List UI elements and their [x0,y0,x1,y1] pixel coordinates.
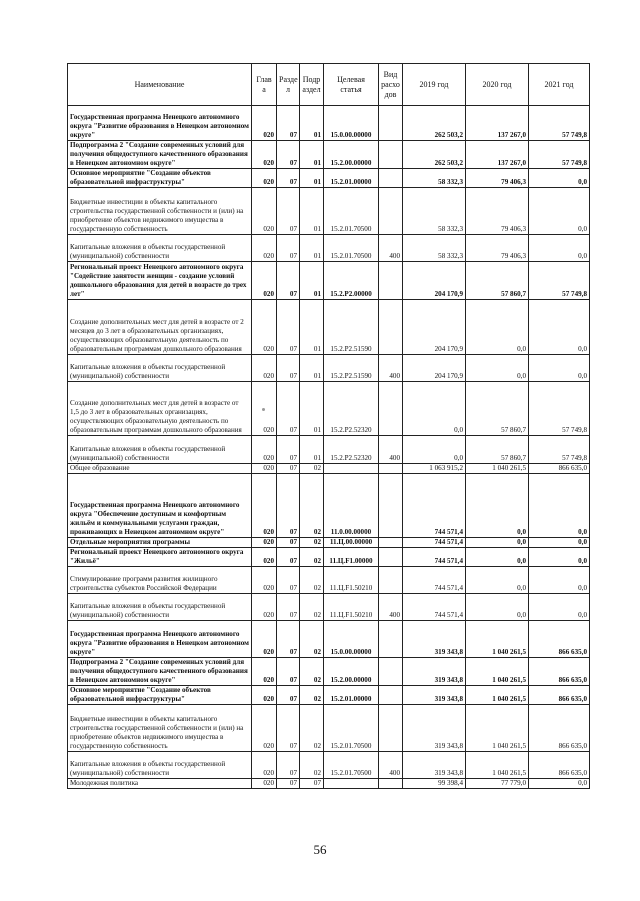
table-row [68,355,590,382]
cell-2021: 866 635,0 [529,621,590,658]
cell-2020: 79 406,3 [466,188,529,235]
cell-2020: 57 860,7 [466,262,529,300]
cell-razdel: 07 [277,436,300,464]
cell-statya: 15.2.01.70500 [324,752,379,779]
cell-name: Государственная программа Ненецкого автономного округа "Обеспечение доступным и комфортным жильём и коммунальными услугами граждан, проживающих в Ненецком автономном округе" [68,474,252,538]
cell-podrazdel: 01 [300,355,324,382]
cell-razdel: 07 [277,705,300,752]
header-podrazdel: Подр аздел [300,64,324,106]
cell-statya: 15.2.00.00000 [324,141,379,169]
cell-2020: 1 040 261,5 [466,752,529,779]
cell-2021: 866 635,0 [529,658,590,686]
table-row [68,300,590,355]
cell-2019: 99 398,4 [403,779,466,789]
cell-2020: 1 040 261,5 [466,464,529,474]
cell-2019: 58 332,3 [403,169,466,188]
cell-2019: 744 571,4 [403,538,466,548]
table-row [68,567,590,594]
cell-2021: 866 635,0 [529,464,590,474]
cell-razdel: 07 [277,262,300,300]
cell-name: Основное мероприятие "Создание объектов образовательной инфраструктуры" [68,686,252,705]
cell-podrazdel: 02 [300,464,324,474]
cell-2019: 58 332,3 [403,235,466,262]
cell-name: Бюджетные инвестиции в объекты капитального строительства государственной собственности и (или) на приобретение объектов недвижимого имущества в государственную собственность [68,705,252,752]
cell-2019: 319 343,8 [403,658,466,686]
cell-statya: 15.2.P2.51590 [324,355,379,382]
scan-speck [262,408,265,411]
cell-2020: 1 040 261,5 [466,705,529,752]
cell-razdel: 07 [277,567,300,594]
cell-podrazdel: 01 [300,169,324,188]
cell-glava: 020 [252,262,277,300]
cell-razdel: 07 [277,169,300,188]
cell-vid [379,464,403,474]
cell-podrazdel: 02 [300,567,324,594]
cell-name: Капитальные вложения в объекты государственной (муниципальной) собственности [68,594,252,621]
cell-podrazdel: 01 [300,106,324,141]
cell-statya: 15.2.P2.52320 [324,436,379,464]
cell-glava: 020 [252,141,277,169]
cell-name: Стимулирование программ развития жилищного строительства субъектов Российской Федерации [68,567,252,594]
header-razdel: Разде л [277,64,300,106]
cell-glava: 020 [252,382,277,436]
cell-statya: 15.0.00.00000 [324,106,379,141]
cell-2019: 204 170,9 [403,300,466,355]
cell-2021: 0,0 [529,779,590,789]
cell-glava: 020 [252,169,277,188]
cell-name: Подпрограмма 2 "Создание современных условий для получения общедоступного качественного образования в Ненецком автономном округе" [68,658,252,686]
cell-razdel: 07 [277,382,300,436]
cell-glava: 020 [252,548,277,567]
cell-name: Отдельные мероприятия программы [68,538,252,548]
cell-statya: 15.2.01.00000 [324,169,379,188]
header-2019: 2019 год [403,64,466,106]
cell-glava: 020 [252,621,277,658]
cell-statya: 11.Ц.F1.00000 [324,548,379,567]
cell-glava: 020 [252,567,277,594]
cell-2021: 0,0 [529,548,590,567]
table-row [68,141,590,169]
cell-2021: 0,0 [529,474,590,538]
cell-podrazdel: 02 [300,594,324,621]
cell-statya: 15.2.P2.51590 [324,300,379,355]
cell-2019: 204 170,9 [403,262,466,300]
cell-razdel: 07 [277,538,300,548]
cell-vid: 400 [379,594,403,621]
cell-name: Капитальные вложения в объекты государственной (муниципальной) собственности [68,752,252,779]
table-row [68,382,590,436]
cell-statya: 15.0.00.00000 [324,621,379,658]
cell-statya [324,779,379,789]
header-statya: Целевая статья [324,64,379,106]
cell-razdel: 07 [277,752,300,779]
cell-2021: 866 635,0 [529,686,590,705]
cell-name: Создание дополнительных мест для детей в возрасте от 1,5 до 3 лет в образовательных организациях, осуществляющих образовательную деятельность по образовательным программам дошкольного образования [68,382,252,436]
cell-2021: 57 749,8 [529,262,590,300]
table-row [68,474,590,538]
cell-2021: 57 749,8 [529,436,590,464]
cell-vid: 400 [379,235,403,262]
cell-statya: 15.2.01.00000 [324,686,379,705]
cell-name: Капитальные вложения в объекты государственной (муниципальной) собственности [68,355,252,382]
cell-razdel: 07 [277,594,300,621]
cell-glava: 020 [252,538,277,548]
cell-name: Создание дополнительных мест для детей в возрасте от 2 месяцев до 3 лет в образовательных организациях, осуществляющих образовательную деятельность по образовательным программам дошкольного образования [68,300,252,355]
table-row [68,548,590,567]
cell-vid [379,567,403,594]
cell-podrazdel: 02 [300,686,324,705]
cell-vid [379,300,403,355]
cell-vid [379,538,403,548]
cell-glava: 020 [252,188,277,235]
cell-glava: 020 [252,464,277,474]
header-glava: Глав а [252,64,277,106]
cell-2019: 744 571,4 [403,567,466,594]
cell-name: Капитальные вложения в объекты государственной (муниципальной) собственности [68,235,252,262]
cell-name: Подпрограмма 2 "Создание современных условий для получения общедоступного качественного образования в Ненецком автономном округе" [68,141,252,169]
cell-2020: 0,0 [466,474,529,538]
cell-podrazdel: 02 [300,474,324,538]
cell-2021: 0,0 [529,169,590,188]
cell-statya: 15.2.P2.00000 [324,262,379,300]
cell-2020: 77 779,0 [466,779,529,789]
cell-name: Основное мероприятие "Создание объектов образовательной инфраструктуры" [68,169,252,188]
cell-2020: 137 267,0 [466,106,529,141]
table-row [68,169,590,188]
cell-2020: 0,0 [466,567,529,594]
cell-statya: 11.0.00.00000 [324,474,379,538]
cell-statya: 15.2.P2.52320 [324,382,379,436]
cell-statya: 15.2.01.70500 [324,705,379,752]
cell-2020: 0,0 [466,538,529,548]
cell-2021: 0,0 [529,300,590,355]
cell-vid [379,548,403,567]
cell-vid [379,169,403,188]
header-row [68,64,590,106]
cell-statya: 11.Ц.F1.50210 [324,594,379,621]
cell-2019: 319 343,8 [403,705,466,752]
cell-2019: 319 343,8 [403,752,466,779]
cell-statya: 15.2.01.70500 [324,188,379,235]
cell-vid [379,141,403,169]
cell-2021: 866 635,0 [529,705,590,752]
cell-podrazdel: 02 [300,548,324,567]
cell-vid [379,188,403,235]
cell-razdel: 07 [277,548,300,567]
cell-glava: 020 [252,436,277,464]
cell-podrazdel: 01 [300,436,324,464]
cell-2019: 58 332,3 [403,188,466,235]
table-row [68,235,590,262]
table-row [68,538,590,548]
cell-2020: 1 040 261,5 [466,621,529,658]
cell-glava: 020 [252,300,277,355]
cell-razdel: 07 [277,300,300,355]
table-row [68,658,590,686]
cell-statya [324,464,379,474]
cell-podrazdel: 02 [300,658,324,686]
cell-2020: 1 040 261,5 [466,686,529,705]
cell-podrazdel: 01 [300,262,324,300]
cell-razdel: 07 [277,686,300,705]
page-number: 56 [313,842,327,857]
cell-statya: 11.Ц.F1.50210 [324,567,379,594]
cell-2019: 262 503,2 [403,141,466,169]
cell-vid [379,621,403,658]
cell-name: Капитальные вложения в объекты государственной (муниципальной) собственности [68,436,252,464]
cell-podrazdel: 01 [300,141,324,169]
header-2020: 2020 год [466,64,529,106]
table-row [68,436,590,464]
cell-vid [379,686,403,705]
cell-2021: 57 749,8 [529,106,590,141]
cell-2019: 0,0 [403,382,466,436]
cell-2021: 57 749,8 [529,141,590,169]
header-vid: Вид расхо дов [379,64,403,106]
cell-glava: 020 [252,474,277,538]
cell-2020: 0,0 [466,594,529,621]
table-row [68,594,590,621]
cell-statya: 15.2.00.00000 [324,658,379,686]
cell-podrazdel: 07 [300,779,324,789]
table-row [68,686,590,705]
cell-glava: 020 [252,779,277,789]
cell-razdel: 07 [277,621,300,658]
table-row [68,621,590,658]
cell-2019: 204 170,9 [403,355,466,382]
cell-glava: 020 [252,705,277,752]
cell-2019: 744 571,4 [403,548,466,567]
cell-podrazdel: 02 [300,752,324,779]
cell-glava: 020 [252,752,277,779]
cell-2020: 0,0 [466,355,529,382]
cell-2021: 0,0 [529,355,590,382]
header-name: Наименование [68,64,252,106]
cell-podrazdel: 02 [300,705,324,752]
cell-2020: 79 406,3 [466,169,529,188]
header-2021: 2021 год [529,64,590,106]
cell-vid [379,262,403,300]
cell-glava: 020 [252,235,277,262]
cell-podrazdel: 01 [300,382,324,436]
cell-podrazdel: 01 [300,235,324,262]
cell-name: Общее образование [68,464,252,474]
cell-razdel: 07 [277,106,300,141]
cell-vid [379,382,403,436]
cell-vid [379,779,403,789]
cell-2021: 0,0 [529,538,590,548]
cell-podrazdel: 01 [300,300,324,355]
cell-2021: 0,0 [529,188,590,235]
cell-name: Государственная программа Ненецкого автономного округа "Развитие образования в Ненецком автономном округе" [68,621,252,658]
cell-name: Региональный проект Ненецкого автономного округа "Жильё" [68,548,252,567]
cell-vid [379,658,403,686]
cell-2021: 0,0 [529,235,590,262]
table-row [68,106,590,141]
budget-table [67,63,590,789]
cell-2019: 744 571,4 [403,594,466,621]
cell-vid: 400 [379,752,403,779]
table-row [68,779,590,789]
cell-podrazdel: 02 [300,538,324,548]
cell-name: Бюджетные инвестиции в объекты капитального строительства государственной собственности и (или) на приобретение объектов недвижимого имущества в государственную собственность [68,188,252,235]
table-row [68,262,590,300]
cell-glava: 020 [252,355,277,382]
cell-2019: 319 343,8 [403,686,466,705]
cell-2020: 57 860,7 [466,436,529,464]
cell-2019: 262 503,2 [403,106,466,141]
cell-2020: 79 406,3 [466,235,529,262]
cell-2020: 57 860,7 [466,382,529,436]
cell-2020: 0,0 [466,548,529,567]
cell-2021: 866 635,0 [529,752,590,779]
cell-2019: 1 063 915,2 [403,464,466,474]
cell-vid [379,705,403,752]
cell-razdel: 07 [277,355,300,382]
cell-podrazdel: 02 [300,621,324,658]
cell-2021: 0,0 [529,594,590,621]
cell-razdel: 07 [277,779,300,789]
cell-glava: 020 [252,106,277,141]
cell-vid [379,106,403,141]
cell-vid: 400 [379,355,403,382]
cell-2021: 57 749,8 [529,382,590,436]
cell-glava: 020 [252,594,277,621]
cell-glava: 020 [252,686,277,705]
table-row [68,188,590,235]
cell-glava: 020 [252,658,277,686]
cell-razdel: 07 [277,188,300,235]
cell-razdel: 07 [277,235,300,262]
cell-statya: 11.Ц.00.00000 [324,538,379,548]
cell-podrazdel: 01 [300,188,324,235]
cell-2020: 137 267,0 [466,141,529,169]
cell-razdel: 07 [277,464,300,474]
table-row [68,752,590,779]
cell-razdel: 07 [277,658,300,686]
cell-2019: 319 343,8 [403,621,466,658]
table-row [68,705,590,752]
cell-2019: 744 571,4 [403,474,466,538]
cell-name: Региональный проект Ненецкого автономного округа "Содействие занятости женщин - создание условий дошкольного образования для детей в возрасте до трех лет" [68,262,252,300]
cell-2020: 0,0 [466,300,529,355]
cell-2020: 1 040 261,5 [466,658,529,686]
cell-2019: 0,0 [403,436,466,464]
cell-2021: 0,0 [529,567,590,594]
table-row [68,464,590,474]
cell-vid: 400 [379,436,403,464]
cell-razdel: 07 [277,474,300,538]
cell-statya: 15.2.01.70500 [324,235,379,262]
cell-name: Государственная программа Ненецкого автономного округа "Развитие образования в Ненецком автономном округе" [68,106,252,141]
cell-razdel: 07 [277,141,300,169]
table-body [68,106,590,789]
cell-name: Молодежная политика [68,779,252,789]
cell-vid [379,474,403,538]
